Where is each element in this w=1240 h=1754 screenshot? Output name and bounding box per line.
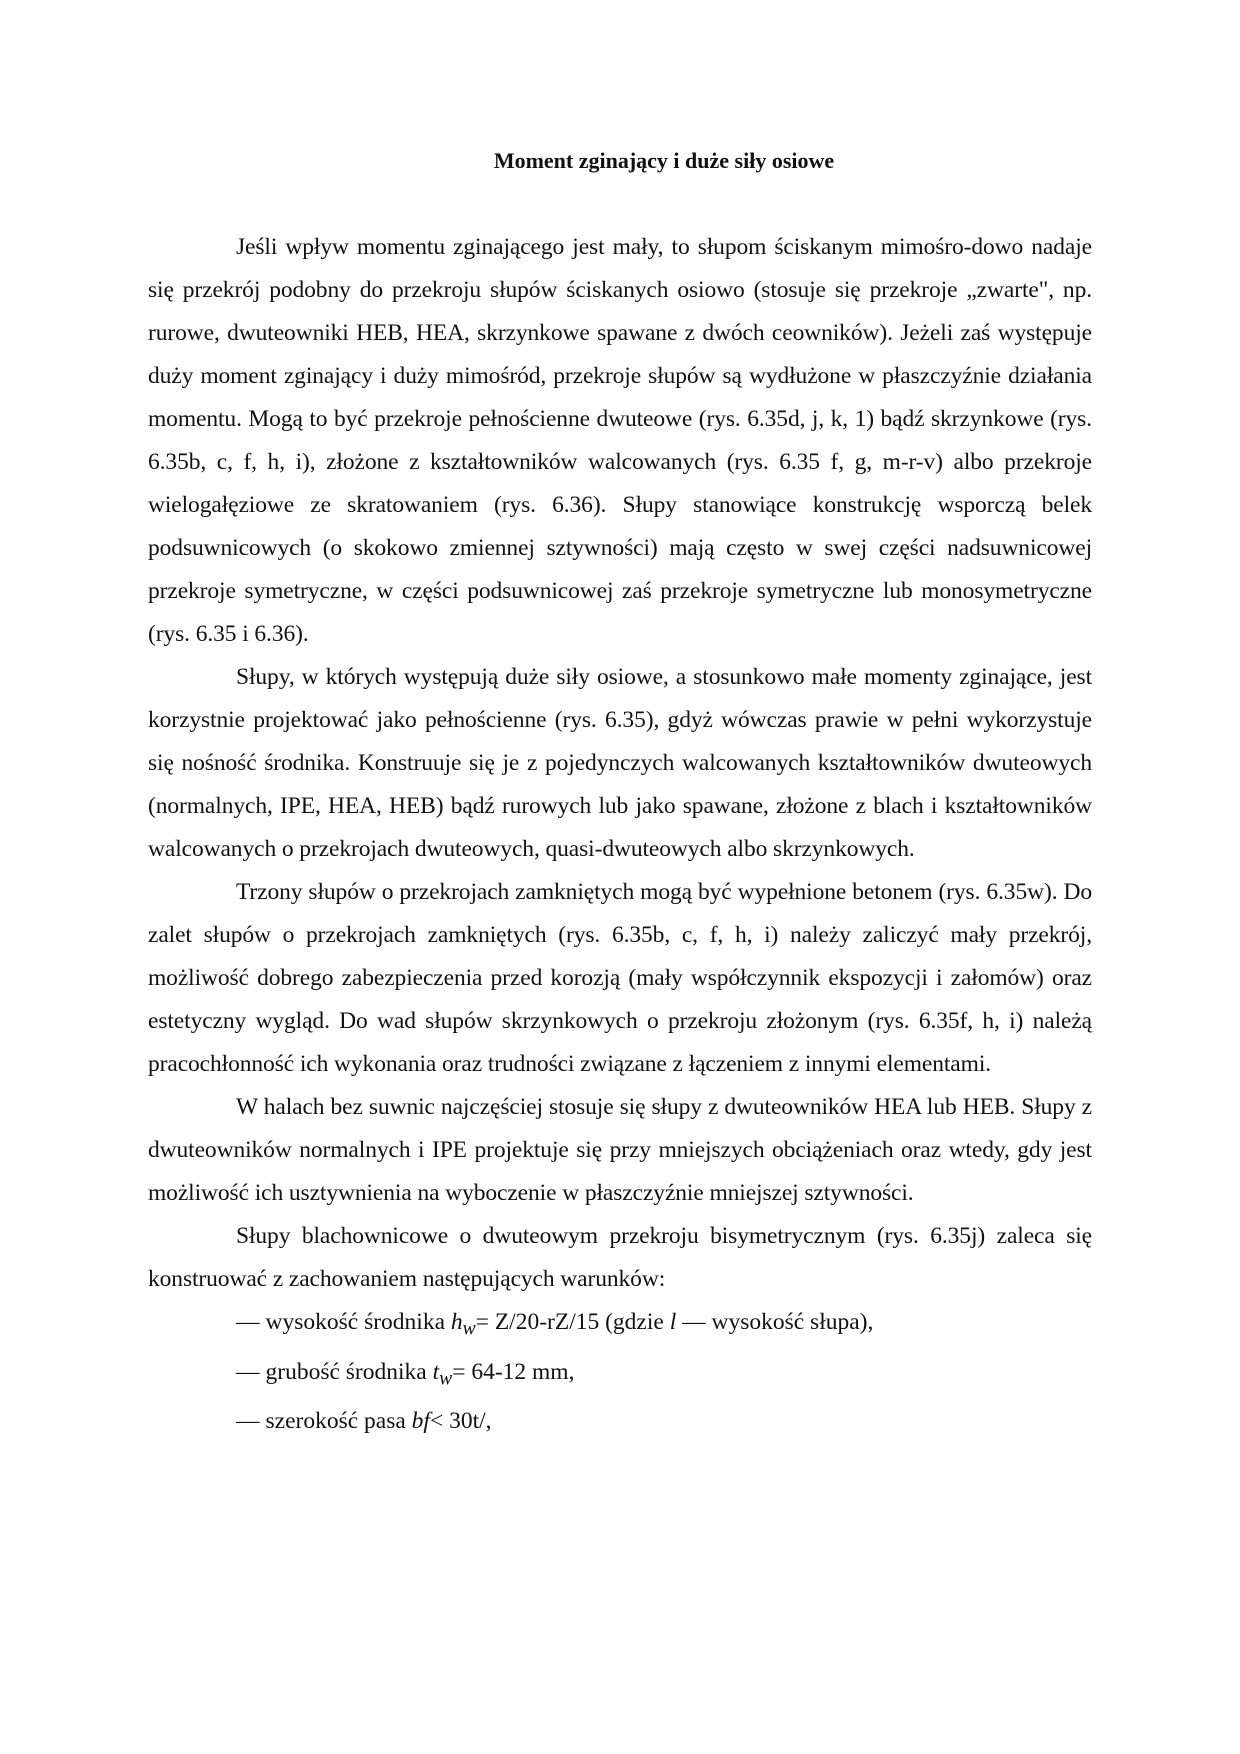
var-bf: bf: [411, 1408, 430, 1435]
paragraph-3: Trzony słupów o przekrojach zamkniętych mogą być wypełnione betonem (rys. 6.35w). Do zalet słupów o przekrojach zamkniętych (rys. 6.35b, c, f, h, i) należy zaliczyć mały przekrój, możliwość dobrego zabezpieczenia przed korozją (mały współczynnik ekspozycji i załomów) oraz estetyczny wygląd. Do wad słupów skrzynkowych o przekroju złożonym (rys. 6.35f, h, i) należą pracochłonność ich wykonania oraz trudności związane z łączeniem z innymi elementami.: [148, 879, 1092, 1077]
paragraph-5: Słupy blachownicowe o dwuteowym przekroju bisymetrycznym (rys. 6.35j) zaleca się konstruować z zachowaniem następujących warunków:: [148, 1223, 1092, 1292]
paragraph-2: Słupy, w których występują duże siły osiowe, a stosunkowo małe momenty zginające, jest korzystnie projektować jako pełnościenne (rys. 6.35), gdyż wówczas prawie w pełni wykorzystuje się nośność środnika. Konstruuje się je z pojedynczych walcowanych kształtowników dwuteowych (normalnych, IPE, HEA, HEB) bądź rurowych lub jako spawane, złożone z blach i kształtowników walcowanych o przekrojach dwuteowych, quasi-dwuteowych albo skrzynkowych.: [148, 664, 1092, 862]
paragraph-4: W halach bez suwnic najczęściej stosuje się słupy z dwuteowników HEA lub HEB. Słupy z dwuteowników normalnych i IPE projektuje się przy mniejszych obciążeniach oraz wtedy, gdy jest możliwość ich usztywnienia na wyboczenie w płaszczyźnie mniejszej sztywności.: [148, 1094, 1092, 1206]
condition-web-height: — wysokość środnika $h_w= Z/20-rZ/15$ (gdzie l — wysokość słupa),: [236, 1309, 874, 1340]
var-t: t: [432, 1358, 440, 1385]
document-body: [148, 226, 1092, 1443]
condition-flange-width: — szerokość pasa bf< 30t/,: [236, 1408, 492, 1435]
conditions-list: [148, 1301, 1092, 1443]
paragraph-1: Jeśli wpływ momentu zginającego jest mały, to słupom ściskanym mimośro-dowo nadaje się przekrój podobny do przekroju słupów ściskanych osiowo (stosuje się przekroje „zwarte", np. rurowe, dwuteowniki HEB, HEA, skrzynkowe spawane z dwóch ceowników). Jeżeli zaś występuje duży moment zginający i duży mimośród, przekroje słupów są wydłużone w płaszczyźnie działania momentu. Mogą to być przekroje pełnościenne dwuteowe (rys. 6.35d, j, k, 1) bądź skrzynkowe (rys. 6.35b, c, f, h, i), złożone z kształtowników walcowanych (rys. 6.35 f, g, m-r-v) albo przekroje wielogałęziowe ze skratowaniem (rys. 6.36). Słupy stanowiące konstrukcję wsporczą belek podsuwnicowych (o skokowo zmiennej sztywności) mają często w swej części nadsuwnicowej przekroje symetryczne, w części podsuwnicowej zaś przekroje symetryczne lub monosymetryczne (rys. 6.35 i 6.36).: [148, 234, 1092, 647]
var-h: h: [450, 1309, 463, 1335]
condition-web-thickness: — grubość środnika $t_w= 64-12$ mm,: [236, 1358, 575, 1390]
document-title: Moment zginający i duże siły osiowe: [493, 148, 835, 173]
